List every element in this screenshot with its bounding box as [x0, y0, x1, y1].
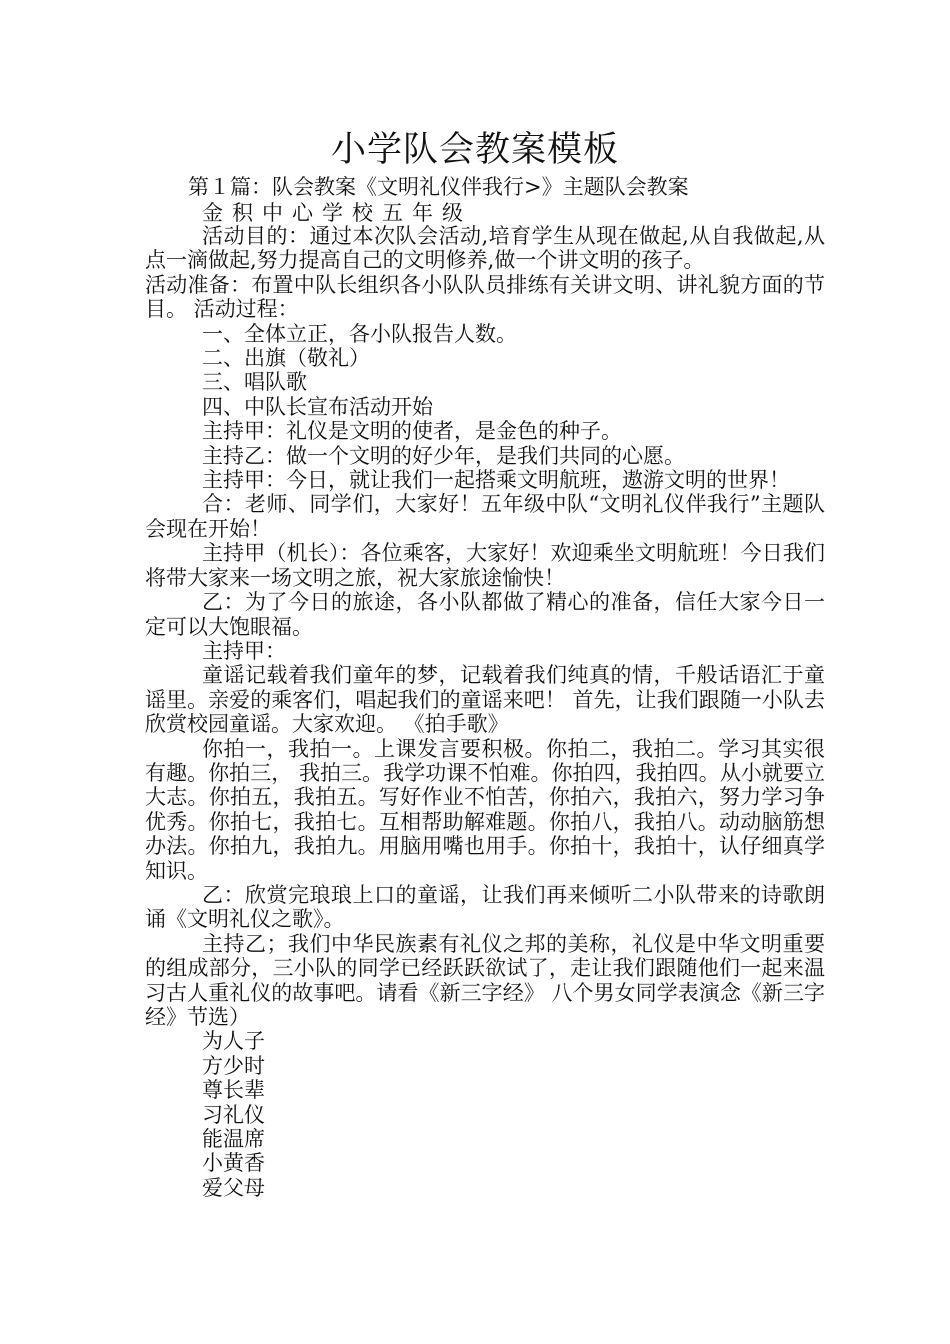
verse-line: 小黄香: [202, 1151, 265, 1176]
paragraph-host-b-1: 主持乙：做一个文明的好少年，是我们共同的心愿。: [202, 443, 685, 468]
paragraph-activity-prep: 活动准备：布置中队长组织各小队队员排练有关讲文明、讲礼貌方面的节目。 活动过程：: [145, 272, 825, 322]
paragraph-step-3: 三、唱队歌: [202, 370, 307, 395]
paragraph-step-2: 二、出旗（敬礼）: [202, 346, 370, 371]
document-subtitle: 第１篇：队会教案《文明礼仪伴我行>》主题队会教案: [188, 175, 689, 199]
paragraph-host-b-2: 乙：为了今日的旅途，各小队都做了精心的准备，信任大家今日一定可以大饱眼福。: [145, 590, 825, 639]
paragraph-host-a-1: 主持甲：礼仪是文明的使者，是金色的种子。: [202, 419, 622, 444]
document-body: [145, 224, 825, 1200]
paragraph-nursery-rhyme-intro: 童谣记载着我们童年的梦，记载着我们纯真的情，千般话语汇于童谣里。亲爱的乘客们，唱起我们的童谣来吧！ 首先，让我们跟随一小队去欣赏校园童谣。大家欢迎。 《拍手歌》: [145, 663, 825, 737]
paragraph-clapping-song: 你拍一，我拍一。上课发言要积极。你拍二，我拍二。学习其实很有趣。你拍三， 我拍三。我学功课不怕难。你拍四，我拍四。从小就要立大志。你拍五，我拍五。写好作业不怕苦，你拍六，我拍六，努力学习争优秀。你拍七，我拍七。互相帮助解难题。你拍八，我拍八。动动脑筋想办法。你拍九，我拍九。用脑用嘴也用手。你拍十，我拍十，认仔细真学知识。: [145, 736, 825, 883]
paragraph-together: 合：老师、同学们，大家好！五年级中队“文明礼仪伴我行”主题队会现在开始！: [145, 492, 825, 541]
paragraph-host-a-captain: 主持甲（机长）：各位乘客，大家好！欢迎乘坐文明航班！今日我们将带大家来一场文明之旅，祝大家旅途愉快！: [145, 541, 825, 590]
verse-line: 爱父母: [202, 1175, 265, 1200]
verse-line: 能温席: [202, 1127, 265, 1152]
paragraph-three-character-classic-intro: 主持乙；我们中华民族素有礼仪之邦的美称，礼仪是中华文明重要的组成部分，三小队的同学已经跃跃欲试了，走让我们跟随他们一起来温习古人重礼仪的故事吧。请看《新三字经》 八个男女同学表演念《新三字经》节选）: [145, 931, 825, 1029]
school-line: 金积中心学校五年级: [202, 201, 472, 225]
paragraph-poem-intro: 乙：欣赏完琅琅上口的童谣，让我们再来倾听二小队带来的诗歌朗诵《文明礼仪之歌》。: [145, 882, 825, 932]
paragraph-host-a-3: 主持甲：: [202, 638, 286, 663]
paragraph-host-a-2: 主持甲：今日，就让我们一起搭乘文明航班，遨游文明的世界！: [202, 468, 790, 493]
verse-line: 为人子: [202, 1029, 265, 1054]
verse-line: 方少时: [202, 1053, 265, 1078]
document-title: 小学队会教案模板: [330, 130, 619, 170]
paragraph-step-1: 一、全体立正，各小队报告人数。: [202, 321, 517, 346]
paragraph-step-4: 四、中队长宣布活动开始: [202, 394, 433, 419]
verse-line: 尊长辈: [202, 1078, 265, 1103]
paragraph-activity-goal: 活动目的：通过本次队会活动,培育学生从现在做起,从自我做起,从点一滴做起,努力提高自己的文明修养,做一个讲文明的孩子。: [145, 224, 825, 273]
verse-line: 习礼仪: [202, 1102, 265, 1127]
